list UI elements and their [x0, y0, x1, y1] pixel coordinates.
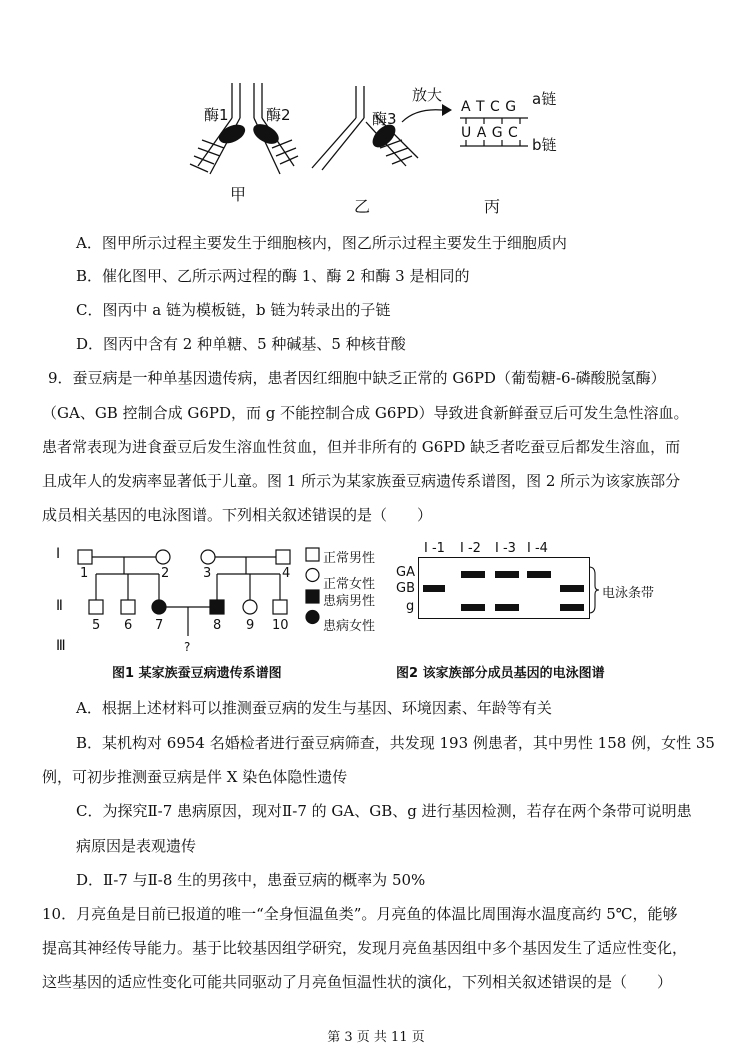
gel-box	[418, 557, 590, 619]
individual-1	[78, 550, 92, 564]
individual-10-number: 10	[272, 618, 289, 633]
individual-6-number: 6	[124, 618, 133, 633]
legend-affected-female-label: 患病女性	[323, 619, 376, 634]
band-i4-g	[560, 604, 584, 611]
strand-a-label: a链	[532, 90, 557, 108]
band-i2-ga	[461, 571, 485, 578]
lane-label-i-2: I -2	[460, 541, 481, 556]
individual-8	[210, 600, 224, 614]
legend-normal-female-icon	[306, 569, 319, 582]
individual-3	[201, 550, 215, 564]
band-i4-gb	[560, 585, 584, 592]
individual-4	[276, 550, 290, 564]
magnify-label: 放大	[412, 86, 443, 104]
q8-option-d: D．图丙中含有 2 种单糖、5 种碱基、5 种核苷酸	[76, 335, 406, 353]
band-i1-gb	[423, 585, 445, 592]
arrow-head-icon	[442, 104, 452, 116]
lane-label-i-4: I -4	[527, 541, 548, 556]
q10-stem-line1: 10．月亮鱼是目前已报道的唯一“全身恒温鱼类”。月亮鱼的体温比周围海水温度高约 5℃，能够	[42, 905, 678, 923]
lane-label-i-1: I -1	[424, 541, 445, 556]
pedigree-caption: 图1 某家族蚕豆病遗传系谱图	[112, 666, 282, 681]
individual-9-number: 9	[246, 618, 255, 633]
bands-label: 电泳条带	[602, 586, 655, 601]
q9-option-c-line1: C．为探究Ⅱ-7 患病原因，现对Ⅱ-7 的 GA、GB、g 进行基因检测，若存在两个条带可说明患	[76, 802, 692, 820]
q9-stem-line5: 成员相关基因的电泳图谱。下列相关叙述错误的是（ ）	[42, 506, 433, 524]
q9-option-b-line2: 例，可初步推测蚕豆病是伴 X 染色体隐性遗传	[42, 768, 348, 786]
band-i2-g	[461, 604, 485, 611]
figure-bing-label: 丙	[484, 197, 501, 216]
row-label-gb: GB	[396, 581, 415, 596]
strand-b-label: b链	[532, 136, 557, 154]
individual-1-number: 1	[80, 566, 89, 581]
individual-8-number: 8	[213, 618, 222, 633]
figure-jia-label: 甲	[230, 185, 247, 204]
legend-normal-female-label: 正常女性	[323, 577, 376, 592]
page-number-footer: 第 3 页 共 11 页	[327, 1030, 425, 1045]
generation-2-label: Ⅱ	[56, 598, 63, 614]
legend-affected-male-icon	[306, 590, 319, 603]
individual-7-number: 7	[155, 618, 164, 633]
individual-5-number: 5	[92, 618, 101, 633]
enzyme-2-label: 酶2	[266, 106, 291, 124]
bands-bracket-icon	[588, 566, 600, 614]
strand-a-bases: A T C G	[461, 99, 517, 115]
q9-option-c-line2: 病原因是表观遗传	[76, 837, 197, 855]
unknown-offspring-mark: ?	[184, 640, 191, 654]
lane-label-i-3: I -3	[495, 541, 516, 556]
q8-option-a: A．图甲所示过程主要发生于细胞核内，图乙所示过程主要发生于细胞质内	[76, 234, 567, 252]
band-i3-g	[495, 604, 519, 611]
row-label-g: g	[406, 599, 415, 614]
individual-4-number: 4	[282, 566, 291, 581]
q10-stem-line3: 这些基因的适应性变化可能共同驱动了月亮鱼恒温性状的演化，下列相关叙述错误的是（ ）	[42, 973, 673, 991]
q8-option-b: B．催化图甲、乙所示两过程的酶 1、酶 2 和酶 3 是相同的	[76, 267, 470, 285]
individual-3-number: 3	[203, 566, 212, 581]
figure-yi	[312, 86, 418, 170]
legend-normal-male-icon	[306, 548, 319, 561]
legend-affected-male-label: 患病男性	[323, 594, 376, 609]
row-label-ga: GA	[396, 565, 415, 580]
q8-option-c: C．图丙中 a 链为模板链，b 链为转录出的子链	[76, 301, 391, 319]
q9-option-b-line1: B．某机构对 6954 名婚检者进行蚕豆病筛查，共发现 193 例患者，其中男性 158 例，女性 35	[76, 734, 715, 752]
generation-3-label: Ⅲ	[56, 638, 66, 654]
individual-9	[243, 600, 257, 614]
individual-2-number: 2	[161, 566, 170, 581]
band-i4-ga	[527, 571, 551, 578]
q9-option-a: A．根据上述材料可以推测蚕豆病的发生与基因、环境因素、年龄等有关	[76, 699, 552, 717]
magnify-arrow-icon	[402, 110, 442, 122]
q9-option-d: D．Ⅱ-7 与Ⅱ-8 生的男孩中，患蚕豆病的概率为 50%	[76, 871, 426, 889]
legend-normal-male-label: 正常男性	[323, 551, 376, 566]
individual-2	[156, 550, 170, 564]
individual-10	[273, 600, 287, 614]
q9-stem-line1: 9．蚕豆病是一种单基因遗传病，患者因红细胞中缺乏正常的 G6PD（葡萄糖-6-磷酸脱氢酶）	[48, 369, 666, 387]
q9-stem-line3: 患者常表现为进食蚕豆后发生溶血性贫血，但并非所有的 G6PD 缺乏者吃蚕豆后都发生溶血，而	[42, 438, 681, 456]
electrophoresis-caption: 图2 该家族部分成员基因的电泳图谱	[396, 666, 605, 681]
generation-1-label: Ⅰ	[56, 546, 61, 562]
q9-stem-line4: 且成年人的发病率显著低于儿童。图 1 所示为某家族蚕豆病遗传系谱图，图 2 所示为该家族部分	[42, 472, 681, 490]
legend-affected-female-icon	[306, 611, 319, 624]
strand-b-bases: U A G C	[461, 125, 518, 141]
band-i3-ga	[495, 571, 519, 578]
q10-stem-line2: 提高其神经传导能力。基于比较基因组学研究，发现月亮鱼基因组中多个基因发生了适应性变化，	[42, 939, 688, 957]
individual-7	[152, 600, 166, 614]
figure-yi-label: 乙	[354, 197, 371, 216]
individual-6	[121, 600, 135, 614]
individual-5	[89, 600, 103, 614]
enzyme-1-label: 酶1	[204, 106, 229, 124]
enzyme-3-label: 酶3	[372, 110, 397, 128]
q9-stem-line2: （GA、GB 控制合成 G6PD，而 g 不能控制合成 G6PD）导致进食新鲜蚕豆后可发生急性溶血。	[42, 404, 689, 422]
